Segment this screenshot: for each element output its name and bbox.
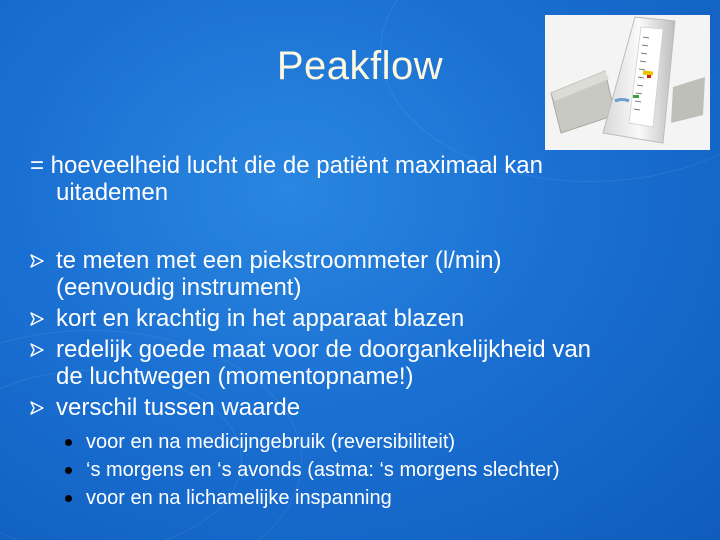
sub-bullet-text: ‘s morgens en ‘s avonds (astma: ‘s morgens slechter)	[86, 459, 560, 481]
peak-flow-meter-illustration	[545, 15, 710, 150]
slide-title: Peakflow	[276, 44, 444, 88]
round-dot-bullet-icon	[65, 467, 72, 474]
bullet-item	[30, 336, 700, 390]
bullet-text: verschil tussen waarde	[56, 394, 301, 421]
sub-bullet-text: voor en na medicijngebruik (reversibiliteit)	[86, 431, 456, 453]
arrowhead-bullet-icon	[30, 343, 44, 357]
definition-text	[30, 152, 670, 206]
round-dot-bullet-icon	[65, 495, 72, 502]
round-dot-bullet-icon	[65, 439, 72, 446]
arrowhead-bullet-icon	[30, 401, 44, 415]
sub-bullet-list	[65, 430, 685, 514]
bullet-list	[30, 247, 700, 425]
sub-bullet-text: voor en na lichamelijke inspanning	[86, 487, 392, 509]
bullet-text: redelijk goede maat voor de doorgankelijkheid van	[56, 336, 592, 363]
bullet-item	[30, 394, 700, 421]
sub-bullet-item	[65, 486, 685, 511]
bullet-text-continued: de luchtwegen (momentopname!)	[56, 363, 414, 390]
arrowhead-bullet-icon	[30, 254, 44, 268]
definition-line-2: uitademen	[56, 179, 169, 206]
sub-bullet-item	[65, 458, 685, 483]
peak-flow-meter-photo	[545, 15, 710, 150]
definition-line-1: = hoeveelheid lucht die de patiënt maximaal kan	[30, 152, 543, 179]
bullet-text: te meten met een piekstroommeter (l/min)	[56, 247, 502, 274]
bullet-item	[30, 305, 700, 332]
bullet-text: kort en krachtig in het apparaat blazen	[56, 305, 465, 332]
bullet-text-continued: (eenvoudig instrument)	[56, 274, 302, 301]
sub-bullet-item	[65, 430, 685, 455]
bullet-item	[30, 247, 700, 301]
arrowhead-bullet-icon	[30, 312, 44, 326]
